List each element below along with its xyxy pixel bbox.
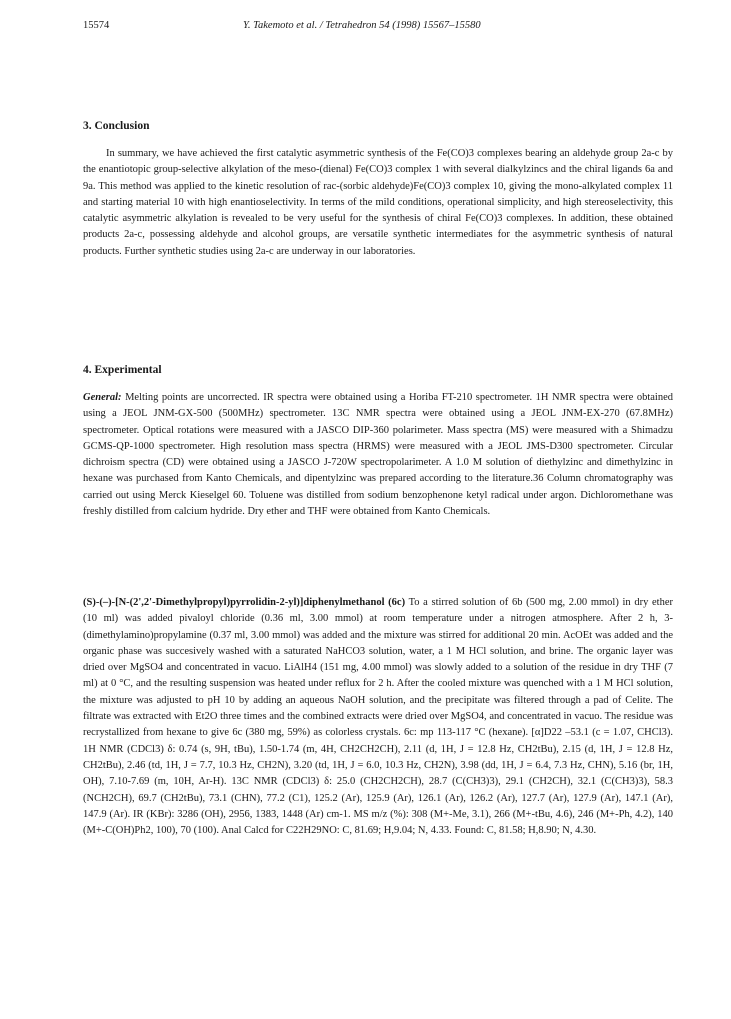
- page-header: [83, 20, 683, 34]
- conclusion-heading: 3. Conclusion: [83, 120, 150, 132]
- general-label: General:: [83, 392, 122, 403]
- conclusion-section: [83, 146, 673, 260]
- general-paragraph: [83, 390, 673, 520]
- compound-paragraph: [83, 595, 673, 839]
- running-head: Y. Takemoto et al. / Tetrahedron 54 (1998) 15567–15580: [243, 20, 481, 31]
- experimental-heading: 4. Experimental: [83, 364, 162, 376]
- compound-title: (S)-(–)-[N-(2',2'-Dimethylpropyl)pyrrolidin-2-yl)]diphenylmethanol (6c): [83, 597, 406, 608]
- general-text: Melting points are uncorrected. IR spectra were obtained using a Horiba FT-210 spectrometer. 1H NMR spectra were obtained using a JEOL JNM-GX-500 (500MHz) spectrometer. 13C NMR spectra were obtained using a JEOL JNM-EX-270 (67.8MHz) spectrometer. Optical rotations were measured with a JASCO DIP-360 polarimeter. Mass spectra (MS) were measured with a Shimadzu GCMS-QP-1000 spectrometer. High resolution mass spectra (HRMS) were measured with a JEOL JMS-D300 spectrometer. Circular dichroism spectra (CD) were obtained using a JASCO J-720W spectropolarimeter. A 1.0 M solution of diethylzinc and dimethylzinc in hexane was purchased from Kanto Chemicals, and dipentylzinc was prepared according to the literature.36 Column chromatography was carried out using Merck Kieselgel 60. Toluene was distilled from sodium benzophenone ketyl radical under argon. Dichloromethane was freshly distilled from calcium hydride. Dry ether and THF were obtained from Kanto Chemicals.: [83, 392, 673, 518]
- general-section: [83, 390, 673, 520]
- page-number: 15574: [83, 20, 110, 31]
- compound-text: To a stirred solution of 6b (500 mg, 2.00 mmol) in dry ether (10 ml) was added pivaloyl chloride (0.36 ml, 3.00 mmol) at room temperature under a nitrogen atmosphere. After 2 h, 3-(dimethylamino)propylamine (0.37 ml, 3.00 mmol) was added and the mixture was stirred for additional 20 min. AcOEt was added and the organic phase was succesively washed with a saturated NaHCO3 solution, water, a 1 M HCl solution, and brine. The organic layer was dried over MgSO4 and concentrated in vacuo. LiAlH4 (151 mg, 4.00 mmol) was slowly added to a solution of the residue in dry THF (7 ml) at 0 °C, and the resulting suspension was heated under reflux for 2 h. After the cooled mixture was quenched with a 1 M HCl solution, the mixture was adjusted to pH 10 by adding an aqueous NaOH solution, and the precipitate was filtered through a pad of Celite. The filtrate was extracted with Et2O three times and the combined extracts were dried over MgSO4, and concentrated in vacuo. The residue was recrystallized from hexane to give 6c (380 mg, 59%) as colorless crystals. 6c: mp 113-117 °C (hexane). [α]D22 –53.1 (c = 1.07, CHCl3). 1H NMR (CDCl3) δ: 0.74 (s, 9H, tBu), 1.50-1.74 (m, 4H, CH2CH2CH), 2.11 (d, 1H, J = 12.8 Hz, CH2tBu), 2.15 (d, 1H, J = 12.8 Hz, CH2tBu), 2.46 (td, 1H, J = 7.7, 10.3 Hz, CH2N), 3.20 (td, 1H, J = 6.0, 10.3 Hz, CH2N), 3.98 (dd, 1H, J = 6.4, 7.3 Hz, CHN), 5.16 (br, 1H, OH), 7.10-7.69 (m, 10H, Ar-H). 13C NMR (CDCl3) δ: 25.0 (CH2CH2CH), 28.7 (C(CH3)3), 29.1 (CH2CH), 32.1 (C(CH3)3), 58.3 (NCH2CH), 69.7 (CH2tBu), 73.1 (CHN), 77.2 (C1), 125.2 (Ar), 125.9 (Ar), 126.1 (Ar), 126.2 (Ar), 127.7 (Ar), 127.9 (Ar), 147.1 (Ar), 147.9 (Ar). IR (KBr): 3286 (OH), 2956, 1383, 1448 (Ar) cm-1. MS m/z (%): 308 (M+-Me, 3.1), 266 (M+-tBu, 4.6), 246 (M+-Ph, 4.2), 140 (M+-C(OH)Ph2, 100), 70 (100). Anal Calcd for C22H29NO: C, 81.69; H,9.04; N, 4.33. Found: C, 81.58; H,8.90; N, 4.30.: [83, 597, 674, 837]
- conclusion-paragraph: In summary, we have achieved the first catalytic asymmetric synthesis of the Fe(CO)3 complexes bearing an aldehyde group 2a-c by the enantiotopic group-selective alkylation of the meso-(dienal) Fe(CO)3 complex 1 with several dialkylzincs and the chiral ligands 6a and 9a. This method was applied to the kinetic resolution of rac-(sorbic aldehyde)Fe(CO)3 complex 10, giving the mono-alkylated complex 11 and starting material 10 with high enantioselectivity. In terms of the mild conditions, operational simplicity, and high stereoselectivity, this catalytic asymmetric alkylation is revealed to be very useful for the synthesis of chiral Fe(CO)3 complexes. In addition, these obtained products 2a-c, possessing aldehyde and alcohol groups, are versatile synthetic intermediates for the asymmetric synthesis of natural products. Further synthetic studies using 2a-c are underway in our laboratories.: [83, 148, 673, 257]
- compound-section: [83, 595, 673, 839]
